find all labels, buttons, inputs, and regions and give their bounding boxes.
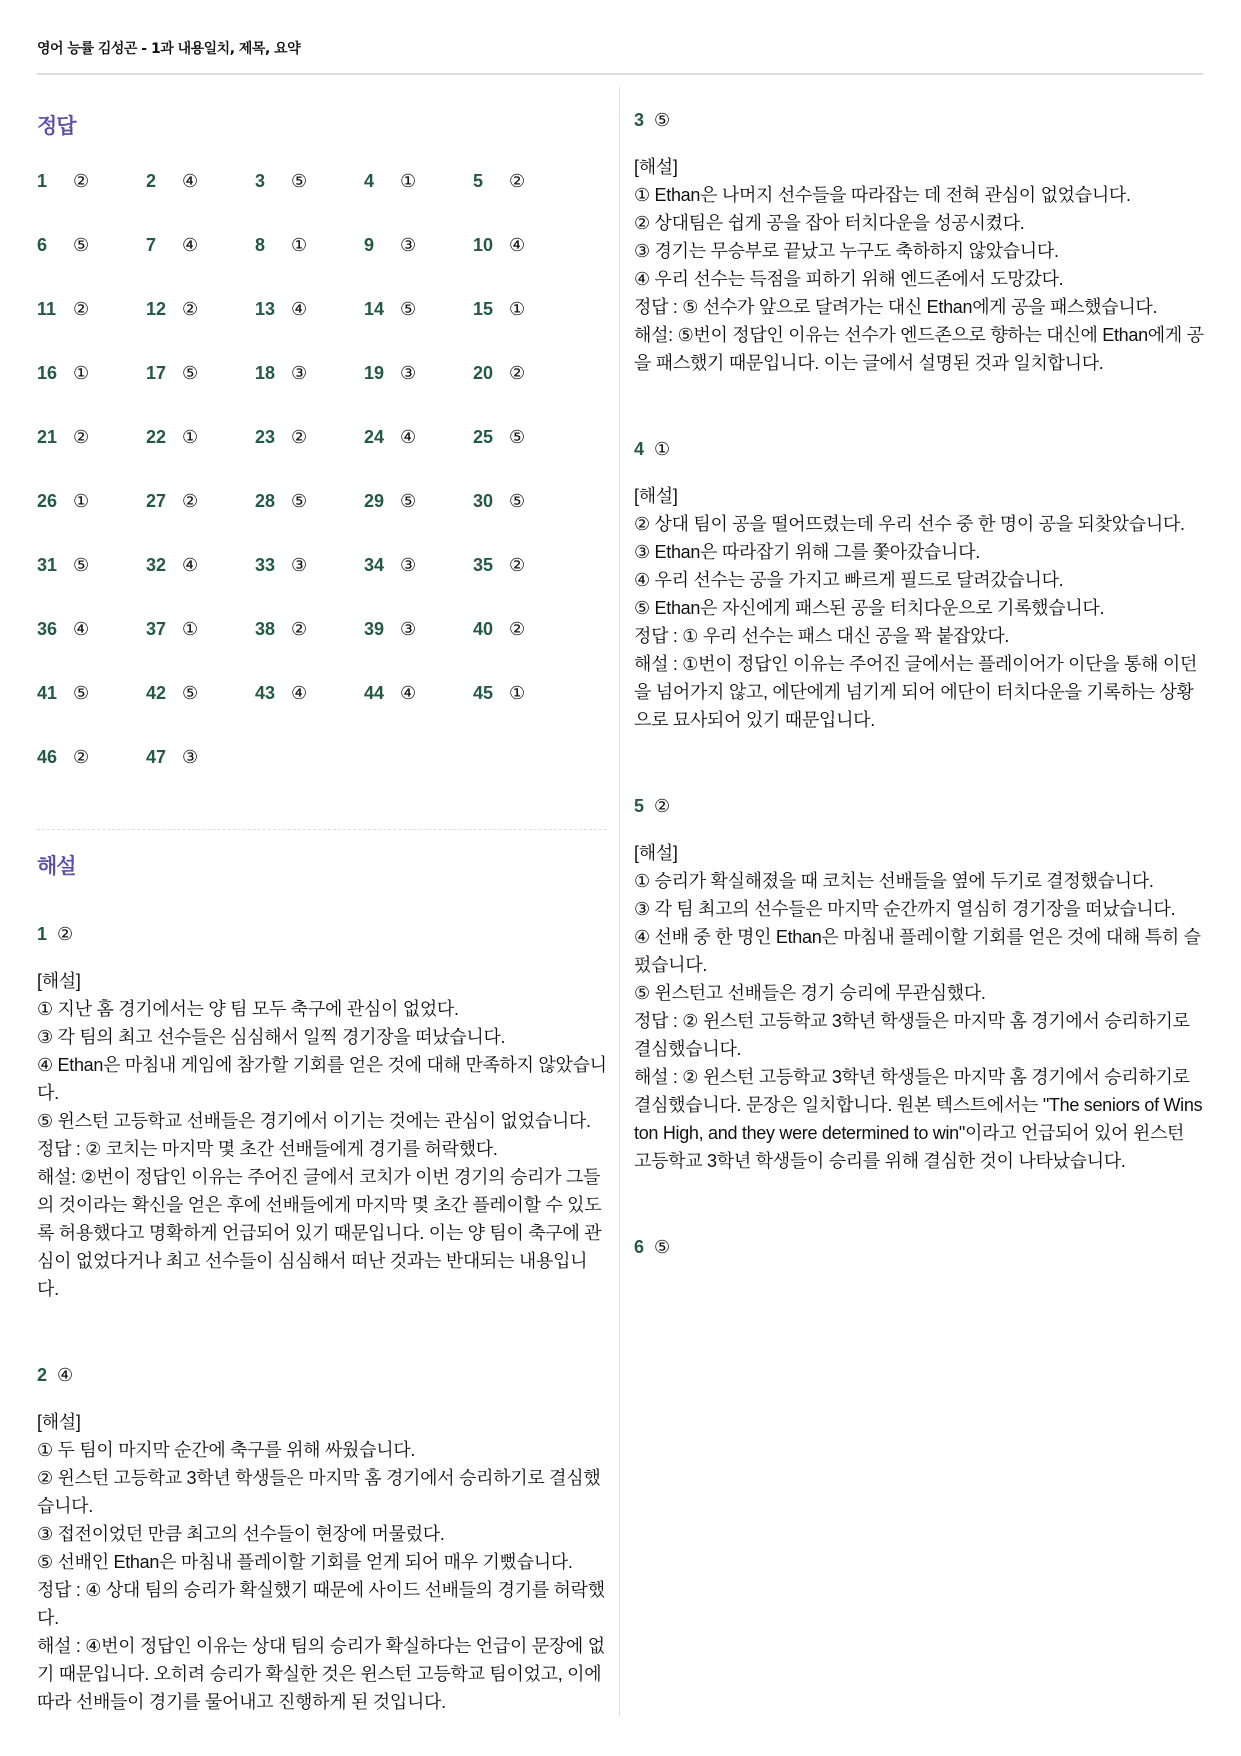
answer-choice: ③	[400, 363, 417, 384]
answer-key-item	[146, 291, 255, 355]
question-number: 38	[255, 619, 276, 639]
answer-choice: ②	[73, 171, 90, 192]
reasoning-paragraph: 해설 : ①번이 정답인 이유는 주어진 글에서는 플레이어가 이단을 통해 이던을 넘어가지 않고, 에단에게 넘기게 되어 에단이 터치다운을 기록하는 상황으로 묘사되어 있기 때문입니다.	[634, 654, 1198, 730]
question-number: 26	[37, 491, 58, 511]
option-note: ② 윈스턴 고등학교 3학년 학생들은 마지막 홈 경기에서 승리하기로 결심했습니다.	[37, 1468, 601, 1516]
answer-key-item	[473, 675, 582, 739]
answer-key-item	[364, 355, 473, 419]
answer-key-item	[364, 611, 473, 675]
answer-choice: ⑤	[400, 491, 417, 512]
explanation-item-2	[37, 1365, 607, 1716]
question-number: 2	[146, 171, 157, 191]
explanation-item-6	[634, 1237, 1204, 1258]
answer-choice: ⑤	[291, 491, 308, 512]
option-note: ③ 각 팀의 최고 선수들은 심심해서 일찍 경기장을 떠났습니다.	[37, 1027, 506, 1047]
answer-choice: ②	[509, 171, 526, 192]
answer-key-item	[364, 483, 473, 547]
answer-choice: ④	[182, 555, 199, 576]
explanation-heading	[634, 1237, 1204, 1258]
correct-answer-line: 정답 : ① 우리 선수는 패스 대신 공을 꽉 붙잡았다.	[634, 626, 1010, 646]
answer-key-item	[146, 547, 255, 611]
answer-key-item	[146, 483, 255, 547]
question-number: 46	[37, 747, 58, 767]
correct-answer-line: 정답 : ⑤ 선수가 앞으로 달려가는 대신 Ethan에게 공을 패스했습니다.	[634, 297, 1158, 317]
answer-choice: ④	[291, 683, 308, 704]
question-number: 11	[37, 299, 57, 319]
answer-key-item	[37, 483, 146, 547]
answer-key-item	[364, 419, 473, 483]
answer-choice: ②	[654, 796, 671, 816]
explanation-item-4	[634, 439, 1204, 734]
answer-choice: ②	[57, 924, 74, 944]
answer-choice: ⑤	[654, 110, 671, 130]
option-note: ③ Ethan은 따라잡기 위해 그를 쫓아갔습니다.	[634, 542, 980, 562]
explanation-item-1	[37, 924, 607, 1303]
question-number: 23	[255, 427, 276, 447]
question-number: 13	[255, 299, 276, 319]
answer-choice: ②	[509, 619, 526, 640]
explanation-heading	[634, 439, 1204, 460]
answer-choice: ④	[509, 235, 526, 256]
answer-choice: ④	[400, 427, 417, 448]
question-number: 34	[364, 555, 385, 575]
question-number: 21	[37, 427, 58, 447]
answer-choice: ②	[182, 299, 199, 320]
answer-choice: ③	[291, 363, 308, 384]
question-number: 30	[473, 491, 494, 511]
answer-choice: ⑤	[73, 555, 90, 576]
answer-key-item	[473, 227, 582, 291]
answer-key-item	[37, 611, 146, 675]
answer-key-item	[364, 227, 473, 291]
answer-choice: ⑤	[182, 363, 199, 384]
answer-choice: ②	[291, 619, 308, 640]
answer-choice: ③	[400, 235, 417, 256]
answer-key-item	[146, 611, 255, 675]
explanation-item-3	[634, 110, 1204, 377]
option-note: ⑤ 선배인 Ethan은 마침내 플레이할 기회를 얻게 되어 매우 기뻤습니다.	[37, 1552, 573, 1572]
reasoning-paragraph: 해설: ⑤번이 정답인 이유는 선수가 엔드존으로 향하는 대신에 Ethan에게 공을 패스했기 때문입니다. 이는 글에서 설명된 것과 일치합니다.	[634, 325, 1204, 373]
answer-key-item	[255, 227, 364, 291]
question-number: 6	[634, 1237, 645, 1257]
option-note: ③ 접전이었던 만큼 최고의 선수들이 현장에 머물렀다.	[37, 1524, 445, 1544]
option-note: ② 상대팀은 쉽게 공을 잡아 터치다운을 성공시켰다.	[634, 213, 1025, 233]
answer-key-item	[255, 291, 364, 355]
answer-choice: ④	[400, 683, 417, 704]
option-note: ④ Ethan은 마침내 게임에 참가할 기회를 얻은 것에 대해 만족하지 않았습니다.	[37, 1055, 607, 1103]
explanation-label: [해설]	[634, 843, 678, 863]
option-note: ⑤ Ethan은 자신에게 패스된 공을 터치다운으로 기록했습니다.	[634, 598, 1105, 618]
explanation-label: [해설]	[634, 486, 678, 506]
question-number: 31	[37, 555, 58, 575]
answer-key-item	[255, 547, 364, 611]
option-note: ③ 각 팀 최고의 선수들은 마지막 순간까지 열심히 경기장을 떠났습니다.	[634, 899, 1176, 919]
option-note: ② 상대 팀이 공을 떨어뜨렸는데 우리 선수 중 한 명이 공을 되찾았습니다.	[634, 514, 1185, 534]
answer-key-item	[37, 227, 146, 291]
answer-key-item	[473, 547, 582, 611]
answer-choice: ②	[509, 363, 526, 384]
answer-choice: ①	[654, 439, 671, 459]
answer-key-item	[146, 163, 255, 227]
answer-choice: ④	[182, 171, 199, 192]
question-number: 45	[473, 683, 494, 703]
document-title: 영어 능률 김성곤 - 1과 내용일치, 제목, 요약	[37, 41, 301, 57]
answer-choice: ⑤	[509, 427, 526, 448]
answer-key-item	[146, 355, 255, 419]
option-note: ④ 선배 중 한 명인 Ethan은 마침내 플레이할 기회를 얻은 것에 대해 특히 슬펐습니다.	[634, 927, 1201, 975]
reasoning-paragraph: 해설 : ② 윈스턴 고등학교 3학년 학생들은 마지막 홈 경기에서 승리하기로 결심했습니다. 문장은 일치합니다. 원본 텍스트에서는 "The seniors of Winston High, and they were determined to win"이라고 언급되어 있어 윈스턴 고등학교 3학년 학생들이 승리를 위해 결심한 것이 나타났습니다.	[634, 1067, 1203, 1171]
question-number: 37	[146, 619, 167, 639]
question-number: 17	[146, 363, 167, 383]
answer-key-item	[37, 675, 146, 739]
explanation-heading	[37, 1365, 607, 1386]
correct-answer-line: 정답 : ② 윈스턴 고등학교 3학년 학생들은 마지막 홈 경기에서 승리하기로 결심했습니다.	[634, 1011, 1190, 1059]
answer-choice: ④	[182, 235, 199, 256]
answer-key-item	[37, 739, 146, 803]
question-number: 4	[364, 171, 375, 191]
question-number: 27	[146, 491, 167, 511]
answer-key-item	[255, 163, 364, 227]
explanation-heading	[634, 796, 1204, 817]
explanation-heading	[37, 924, 607, 945]
explanation-label: [해설]	[37, 971, 81, 991]
correct-answer-line: 정답 : ④ 상대 팀의 승리가 확실했기 때문에 사이드 선배들의 경기를 허락했다.	[37, 1580, 605, 1628]
answer-choice: ④	[57, 1365, 74, 1385]
answer-choice: ①	[182, 427, 199, 448]
question-number: 35	[473, 555, 494, 575]
answer-key-item	[146, 675, 255, 739]
question-number: 16	[37, 363, 58, 383]
option-note: ④ 우리 선수는 공을 가지고 빠르게 필드로 달려갔습니다.	[634, 570, 1064, 590]
answer-choice: ①	[73, 491, 90, 512]
answer-key-item	[146, 227, 255, 291]
answer-choice: ④	[73, 619, 90, 640]
option-note: ① 두 팀이 마지막 순간에 축구를 위해 싸웠습니다.	[37, 1440, 416, 1460]
question-number: 29	[364, 491, 385, 511]
answer-choice: ②	[182, 491, 199, 512]
question-number: 47	[146, 747, 167, 767]
answer-key-item	[473, 483, 582, 547]
answer-key-item	[473, 611, 582, 675]
answer-key-item	[473, 355, 582, 419]
explanation-item-5	[634, 796, 1204, 1175]
answer-choice: ③	[400, 555, 417, 576]
explanations-section-title: 해설	[37, 854, 76, 878]
answer-key-item	[255, 419, 364, 483]
right-column	[634, 87, 1204, 1280]
answer-choice: ⑤	[182, 683, 199, 704]
answer-choice: ①	[400, 171, 417, 192]
section-divider	[37, 829, 607, 830]
question-number: 7	[146, 235, 157, 255]
question-number: 44	[364, 683, 385, 703]
answer-key-item	[146, 739, 255, 803]
question-number: 6	[37, 235, 48, 255]
answer-key-item	[255, 611, 364, 675]
answer-choice: ②	[509, 555, 526, 576]
question-number: 20	[473, 363, 494, 383]
question-number: 33	[255, 555, 276, 575]
reasoning-paragraph: 해설: ②번이 정답인 이유는 주어진 글에서 코치가 이번 경기의 승리가 그들의 것이라는 확신을 얻은 후에 선배들에게 마지막 몇 초간 플레이할 수 있도록 허용했다고 명확하게 언급되어 있기 때문입니다. 이는 양 팀이 축구에 관심이 없었다거나 최고 선수들이 심심해서 떠난 것과는 반대되는 내용입니다.	[37, 1167, 602, 1299]
answer-choice: ②	[291, 427, 308, 448]
answer-choice: ③	[182, 747, 199, 768]
answer-choice: ④	[291, 299, 308, 320]
left-column	[37, 87, 607, 1716]
answer-key-item	[37, 291, 146, 355]
explanation-label: [해설]	[37, 1412, 81, 1432]
answer-choice: ①	[73, 363, 90, 384]
answers-section-title: 정답	[37, 114, 76, 138]
question-number: 28	[255, 491, 276, 511]
header-divider	[37, 73, 1203, 75]
answer-key-item	[37, 355, 146, 419]
question-number: 5	[634, 796, 645, 816]
question-number: 2	[37, 1365, 48, 1385]
option-note: ⑤ 윈스턴 고등학교 선배들은 경기에서 이기는 것에는 관심이 없었습니다.	[37, 1111, 591, 1131]
explanation-heading	[634, 110, 1204, 131]
answer-key-item	[473, 419, 582, 483]
answer-key-item	[364, 675, 473, 739]
option-note: ④ 우리 선수는 득점을 피하기 위해 엔드존에서 도망갔다.	[634, 269, 1064, 289]
question-number: 36	[37, 619, 58, 639]
answer-key-item	[364, 291, 473, 355]
answer-key-item	[37, 163, 146, 227]
answer-choice: ⑤	[654, 1237, 671, 1257]
question-number: 3	[255, 171, 266, 191]
reasoning-paragraph: 해설 : ④번이 정답인 이유는 상대 팀의 승리가 확실하다는 언급이 문장에 없기 때문입니다. 오히려 승리가 확실한 것은 윈스턴 고등학교 팀이었고, 이에 따라 선배들이 경기를 물어내고 진행하게 된 것입니다.	[37, 1636, 605, 1712]
question-number: 39	[364, 619, 385, 639]
answer-key-item	[364, 163, 473, 227]
question-number: 8	[255, 235, 266, 255]
answer-key-item	[255, 675, 364, 739]
question-number: 9	[364, 235, 375, 255]
answer-key-item	[473, 291, 582, 355]
option-note: ⑤ 윈스턴고 선배들은 경기 승리에 무관심했다.	[634, 983, 986, 1003]
question-number: 3	[634, 110, 645, 130]
option-note: ① 승리가 확실해졌을 때 코치는 선배들을 옆에 두기로 결정했습니다.	[634, 871, 1154, 891]
answer-choice: ③	[400, 619, 417, 640]
answer-key-item	[37, 419, 146, 483]
answer-key-item	[364, 547, 473, 611]
answer-choice: ①	[182, 619, 199, 640]
question-number: 32	[146, 555, 167, 575]
question-number: 5	[473, 171, 484, 191]
question-number: 15	[473, 299, 494, 319]
question-number: 4	[634, 439, 645, 459]
answer-choice: ⑤	[73, 235, 90, 256]
answer-choice: ②	[73, 747, 90, 768]
answer-choice: ⑤	[400, 299, 417, 320]
answer-key-item	[473, 163, 582, 227]
question-number: 22	[146, 427, 167, 447]
option-note: ① Ethan은 나머지 선수들을 따라잡는 데 전혀 관심이 없었습니다.	[634, 185, 1131, 205]
answer-key-item	[146, 419, 255, 483]
answer-choice: ②	[73, 427, 90, 448]
answer-choice: ⑤	[73, 683, 90, 704]
answer-choice: ⑤	[509, 491, 526, 512]
explanation-label: [해설]	[634, 157, 678, 177]
question-number: 43	[255, 683, 276, 703]
option-note: ① 지난 홈 경기에서는 양 팀 모두 축구에 관심이 없었다.	[37, 999, 459, 1019]
question-number: 14	[364, 299, 385, 319]
question-number: 18	[255, 363, 276, 383]
answer-choice: ①	[291, 235, 308, 256]
question-number: 12	[146, 299, 167, 319]
column-divider	[619, 87, 620, 1717]
answer-choice: ①	[509, 299, 526, 320]
answer-key-item	[255, 355, 364, 419]
correct-answer-line: 정답 : ② 코치는 마지막 몇 초간 선배들에게 경기를 허락했다.	[37, 1139, 498, 1159]
answer-choice: ①	[509, 683, 526, 704]
option-note: ③ 경기는 무승부로 끝났고 누구도 축하하지 않았습니다.	[634, 241, 1059, 261]
question-number: 40	[473, 619, 494, 639]
answer-choice: ②	[73, 299, 90, 320]
question-number: 41	[37, 683, 58, 703]
question-number: 42	[146, 683, 167, 703]
question-number: 1	[37, 171, 48, 191]
answer-key-item	[37, 547, 146, 611]
answer-choice: ③	[291, 555, 308, 576]
answer-key-item	[255, 483, 364, 547]
question-number: 10	[473, 235, 494, 255]
question-number: 24	[364, 427, 385, 447]
question-number: 19	[364, 363, 385, 383]
answer-choice: ⑤	[291, 171, 308, 192]
answer-key-grid	[37, 163, 607, 803]
question-number: 25	[473, 427, 494, 447]
question-number: 1	[37, 924, 48, 944]
